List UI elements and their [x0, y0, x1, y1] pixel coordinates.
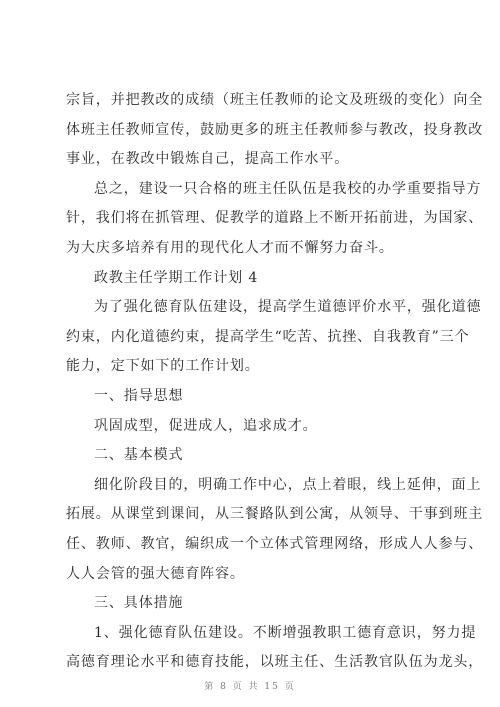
paragraph-line: 巩固成型，促进成人，追求成才。: [94, 417, 318, 434]
paragraph-line: 体班主任教师宣传，鼓励更多的班主任教师参与教改，投身教改: [66, 121, 484, 138]
section-heading: 政教主任学期工作计划 4: [94, 269, 259, 286]
paragraph-line: 事业，在教改中锻炼自己，提高工作水平。: [66, 151, 350, 168]
paragraph-line: 任、教师、教官，编织成一个立体式管理网络，形成人人参与、: [66, 535, 484, 552]
paragraph-line: 为大庆多培养有用的现代化人才而不懈努力奋斗。: [66, 239, 394, 256]
paragraph-line: 拓展。从课堂到课间，从三餐路队到公寓，从领导、干事到班主: [66, 506, 484, 523]
paragraph-line: 针，我们将在抓管理、促教学的道路上不断开拓前进，为国家、: [66, 210, 484, 227]
section-heading: 二、基本模式: [94, 447, 184, 464]
section-heading: 三、具体措施: [94, 595, 184, 612]
paragraph-line: 细化阶段目的，明确工作中心，点上着眼，线上延伸，面上: [94, 476, 482, 493]
section-heading: 一、指导思想: [94, 387, 184, 404]
paragraph-line: 1、强化德育队伍建设。不断增强教职工德育意识，努力提: [94, 624, 477, 641]
paragraph-line: 高德育理论水平和德育技能，以班主任、生活教官队伍为龙头，: [66, 654, 484, 671]
page-number-footer: 第 8 页 共 15 页: [204, 682, 296, 692]
paragraph-line: 总之，建设一只合格的班主任队伍是我校的办学重要指导方: [94, 180, 482, 197]
paragraph-line: 为了强化德育队伍建设，提高学生道德评价水平，强化道德: [94, 299, 482, 316]
paragraph-line: 宗旨，并把教改的成绩（班主任教师的论文及班级的变化）向全: [66, 92, 484, 108]
paragraph-line: 能力，定下如下的工作计划。: [66, 358, 260, 375]
paragraph-line: 约束，内化道德约束，提高学生“吃苦、抗挫、自我教育”三个: [66, 328, 470, 345]
paragraph-line: 人人会管的强大德育阵容。: [66, 565, 245, 582]
document-body: [66, 86, 484, 678]
